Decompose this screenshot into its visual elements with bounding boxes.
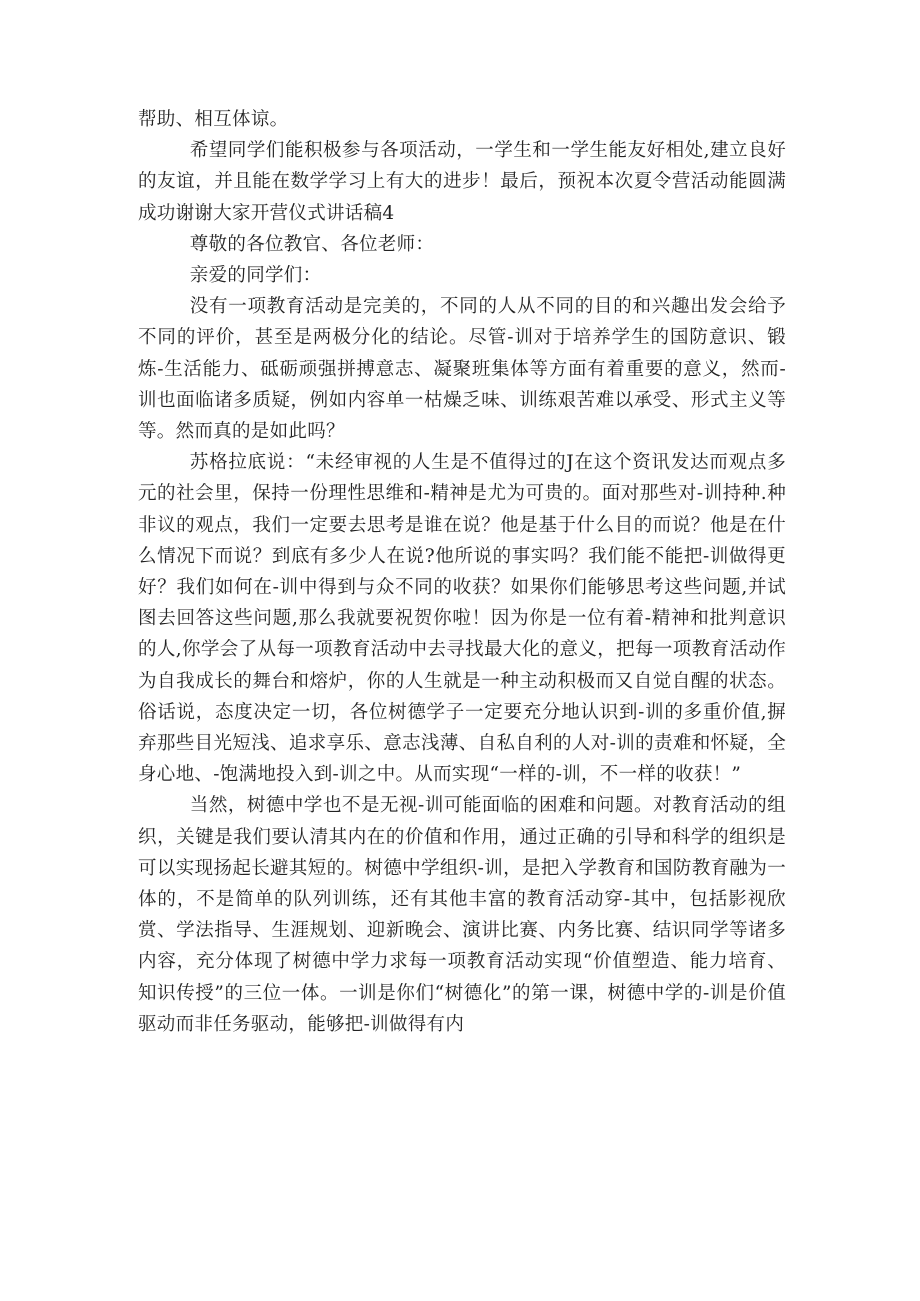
paragraph-6: 苏格拉底说：“未经审视的人生是不值得过的J在这个资讯发达而观点多元的社会里，保持一份理性思维和-精神是尤为可贵的。面对那些对-训持种.种非议的观点，我们一定要去思考是谁在说？他是基于什么目的而说？他是在什么情况下而说？到底有多少人在说?他所说的事实吗？我们能不能把-训做得更好？我们如何在-训中得到与众不同的收获？如果你们能够思考这些问题,并试图去回答这些问题,那么我就要祝贺你啦！因为你是一位有着-精神和批判意识的人,你学会了从每一项教育活动中去寻找最大化的意义，把每一项教育活动作为自我成长的舞台和熔炉，你的人生就是一种主动积极而又自觉自醒的状态。俗话说，态度决定一切，各位树德学子一定要充分地认识到-训的多重价值,摒弃那些目光短浅、追求享乐、意志浅薄、自私自利的人对-训的责难和怀疑，全身心地、-饱满地投入到-训之中。从而实现“一样的-训，不一样的收获！” <box>138 452 786 786</box>
paragraph-2: 希望同学们能积极参与各项活动，一学生和一学生能友好相处,建立良好的友谊，并且能在数学学习上有大的进步！最后，预祝本次夏令营活动能圆满成功谢谢大家开营仪式讲话稿4 <box>138 140 786 224</box>
salutation-teachers: 尊敬的各位教官、各位老师： <box>189 233 435 255</box>
paragraph-1: 帮助、相互体谅。 <box>138 109 289 130</box>
paragraph-7: 当然，树德中学也不是无视-训可能面临的困难和问题。对教育活动的组织，关键是我们要认清其内在的价值和作用，通过正确的引导和科学的组织是可以实现扬起长避其短的。树德中学组织-训，是把入学教育和国防教育融为一体的，不是简单的队列训练，还有其他丰富的教育活动穿-其中，包括影视欣赏、学法指导、生涯规划、迎新晚会、演讲比赛、内务比赛、结识同学等诸多内容，充分体现了树德中学力求每一项教育活动实现“价值塑造、能力培育、知识传授”的三位一体。一训是你们“树德化”的第一课，树德中学的-训是价值驱动而非任务驱动，能够把-训做得有内 <box>138 795 786 1035</box>
salutation-students: 亲爱的同学们： <box>189 265 322 287</box>
document-body <box>138 104 786 1040</box>
paragraph-5: 没有一项教育活动是完美的，不同的人从不同的目的和兴趣出发会给予不同的评价，甚至是两极分化的结论。尽管-训对于培养学生的国防意识、锻炼-生活能力、砥砺顽强拼搏意志、凝聚班集体等方面有着重要的意义，然而-训也面临诸多质疑，例如内容单一枯燥乏味、训练艰苦难以承受、形式主义等等。然而真的是如此吗？ <box>138 296 786 443</box>
